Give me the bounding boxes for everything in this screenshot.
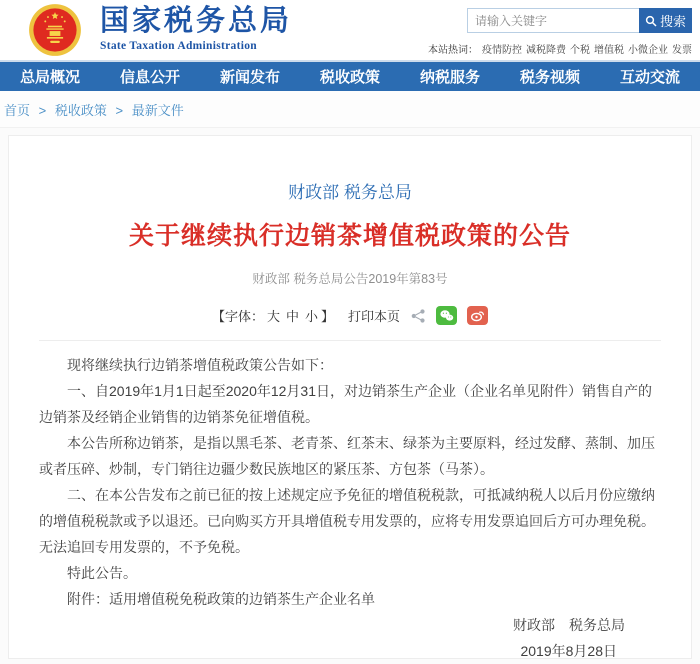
site-name: 国家税务总局 xyxy=(100,5,293,37)
site-title xyxy=(100,6,292,52)
hot-word-link[interactable]: 增值税 xyxy=(594,45,624,56)
paragraph-article-2: 二、在本公告发布之前已征的按上述规定应予免征的增值税税款，可抵减纳税人以后月份应缴纳的增值税税款或予以退还。已向购买方开具增值税专用发票的，应将专用发票追回后方可办理免税。无法追回专用发票的，不予免税。 xyxy=(39,487,655,555)
font-size-medium-button[interactable]: 中 xyxy=(285,309,299,324)
content-divider xyxy=(39,340,661,341)
print-page-button[interactable]: 打印本页 xyxy=(348,309,401,324)
paragraph-article-1: 一、自2019年1月1日起至2020年12月31日，对边销茶生产企业（企业名单见附件）销售自产的边销茶及经销企业销售的边销茶免征增值税。 xyxy=(39,383,653,425)
hot-word-link[interactable]: 小微企业 xyxy=(628,45,668,56)
breadcrumb xyxy=(0,91,700,128)
weibo-icon xyxy=(467,306,488,325)
nav-item-video[interactable]: 税务视频 xyxy=(519,69,580,86)
breadcrumb-latest[interactable]: 最新文件 xyxy=(131,103,184,118)
breadcrumb-policy[interactable]: 税收政策 xyxy=(54,103,107,118)
font-size-small-button[interactable]: 小 xyxy=(305,309,319,324)
share-icon xyxy=(410,308,426,324)
announcement-body xyxy=(39,352,661,664)
national-emblem-icon xyxy=(28,3,82,57)
nav-item-policy[interactable]: 税收政策 xyxy=(319,69,380,86)
site-name-english: State Taxation Administration xyxy=(100,39,257,52)
nav-item-overview[interactable]: 总局概况 xyxy=(19,69,80,86)
document-number: 财政部 税务总局公告2019年第83号 xyxy=(252,272,448,286)
hot-word-link[interactable]: 发票 xyxy=(672,45,692,56)
nav-item-interact[interactable]: 互动交流 xyxy=(619,69,680,86)
search-input[interactable] xyxy=(467,8,639,33)
signature-line: 财政部 税务总局 xyxy=(513,617,625,633)
paragraph-closing: 特此公告。 xyxy=(67,565,137,581)
share-weibo-button[interactable] xyxy=(467,306,488,325)
font-size-large-button[interactable]: 大 xyxy=(266,309,280,324)
search-button-label: 搜索 xyxy=(660,14,687,29)
font-size-prefix: 【字体： xyxy=(211,309,264,324)
document-toolbar xyxy=(39,306,661,325)
nav-item-service[interactable]: 纳税服务 xyxy=(419,69,480,86)
share-wechat-button[interactable] xyxy=(436,306,457,325)
main-navigation xyxy=(0,62,700,91)
search-bar xyxy=(467,8,692,33)
paragraph-attachment: 附件：适用增值税免税政策的边销茶生产企业名单 xyxy=(67,591,375,607)
share-button[interactable] xyxy=(410,308,426,324)
nav-item-news[interactable]: 新闻发布 xyxy=(219,69,280,86)
document-panel xyxy=(8,135,692,659)
breadcrumb-home[interactable]: 首页 xyxy=(4,103,31,118)
hot-word-link[interactable]: 减税降费 xyxy=(526,45,566,56)
site-header xyxy=(0,0,700,60)
document-supertitle: 财政部 税务总局 xyxy=(288,183,412,202)
hot-words-label: 本站热词： xyxy=(428,45,478,56)
search-button[interactable] xyxy=(639,8,692,33)
font-size-suffix: 】 xyxy=(321,309,335,324)
breadcrumb-separator: > xyxy=(38,103,47,118)
date-line: 2019年8月28日 xyxy=(520,643,617,659)
search-icon xyxy=(645,15,657,27)
nav-item-disclosure[interactable]: 信息公开 xyxy=(119,69,180,86)
breadcrumb-separator: > xyxy=(115,103,124,118)
paragraph-intro: 现将继续执行边销茶增值税政策公告如下： xyxy=(67,357,333,373)
hot-word-link[interactable]: 疫情防控 xyxy=(482,45,522,56)
paragraph-definition: 本公告所称边销茶，是指以黑毛茶、老青茶、红茶末、绿茶为主要原料，经过发酵、蒸制、加压或者压碎、炒制，专门销往边疆少数民族地区的紧压茶、方包茶（马茶）。 xyxy=(39,435,655,477)
wechat-icon xyxy=(436,306,457,325)
hot-words-bar xyxy=(428,41,692,56)
hot-word-link[interactable]: 个税 xyxy=(570,45,590,56)
national-emblem-logo[interactable] xyxy=(28,3,82,57)
document-title: 关于继续执行边销茶增值税政策的公告 xyxy=(128,222,571,250)
